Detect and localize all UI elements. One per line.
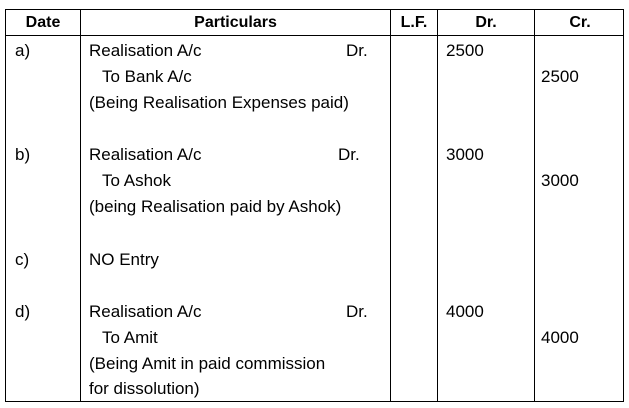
dr-mark: Dr.	[346, 302, 368, 321]
header-divider	[6, 35, 623, 36]
journal-entry-table	[5, 9, 624, 402]
narration: (Being Realisation Expenses paid)	[89, 93, 349, 112]
header-cr: Cr.	[569, 14, 591, 31]
header-particulars: Particulars	[194, 14, 277, 31]
dr-amount: 2500	[446, 41, 484, 60]
narration: (being Realisation paid by Ashok)	[89, 197, 342, 216]
dr-amount: 3000	[446, 145, 484, 164]
entry-date: c)	[15, 250, 30, 269]
credit-account: To Amit	[102, 328, 158, 347]
debit-account: Realisation A/c	[89, 302, 202, 321]
narration: for dissolution)	[89, 379, 200, 398]
narration: (Being Amit in paid commission	[89, 354, 326, 373]
cr-amount: 4000	[541, 328, 579, 347]
column-divider	[80, 10, 81, 401]
entry-date: a)	[15, 41, 31, 60]
debit-account: Realisation A/c	[89, 41, 202, 60]
dr-mark: Dr.	[346, 41, 368, 60]
entry-date: d)	[15, 302, 31, 321]
dr-amount: 4000	[446, 302, 484, 321]
dr-mark: Dr.	[338, 145, 360, 164]
debit-account: Realisation A/c	[89, 145, 202, 164]
cr-amount: 3000	[541, 171, 579, 190]
column-divider	[390, 10, 391, 401]
column-divider	[437, 10, 438, 401]
column-divider	[534, 10, 535, 401]
header-dr: Dr.	[475, 14, 497, 31]
header-date: Date	[25, 14, 61, 31]
entry-date: b)	[15, 145, 31, 164]
cr-amount: 2500	[541, 67, 579, 86]
no-entry-text: NO Entry	[89, 250, 159, 269]
header-lf: L.F.	[400, 14, 428, 31]
credit-account: To Bank A/c	[102, 67, 192, 86]
credit-account: To Ashok	[102, 171, 171, 190]
